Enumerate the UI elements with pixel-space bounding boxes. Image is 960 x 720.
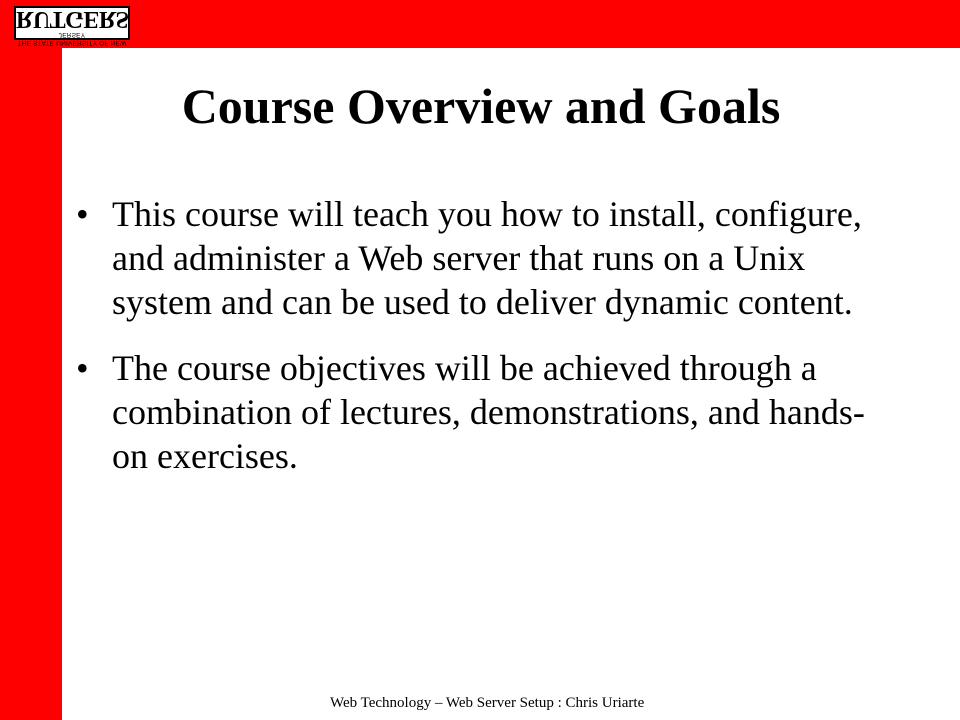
slide-footer: Web Technology – Web Server Setup : Chris Uriarte <box>330 695 645 711</box>
bullet-dot-icon: • <box>76 348 89 388</box>
left-red-bar <box>0 0 62 720</box>
top-red-bar <box>0 0 960 48</box>
rutgers-logo <box>14 6 130 46</box>
bullet-item <box>76 192 876 324</box>
bullet-list <box>76 192 876 500</box>
bullet-item <box>76 346 876 478</box>
bullet-text: The course objectives will be achieved through a combination of lectures, demonstrations, and hands-on exercises. <box>112 348 865 476</box>
bullet-dot-icon: • <box>76 194 89 234</box>
logo-wordmark: RUTGERS <box>16 6 129 32</box>
slide-title: Course Overview and Goals <box>181 78 781 134</box>
bullet-text: This course will teach you how to install, configure, and administer a Web server that runs on a Unix system and can be used to deliver dynamic content. <box>112 194 862 322</box>
logo-subtitle: THE STATE UNIVERSITY OF NEW JERSEY <box>17 31 127 46</box>
